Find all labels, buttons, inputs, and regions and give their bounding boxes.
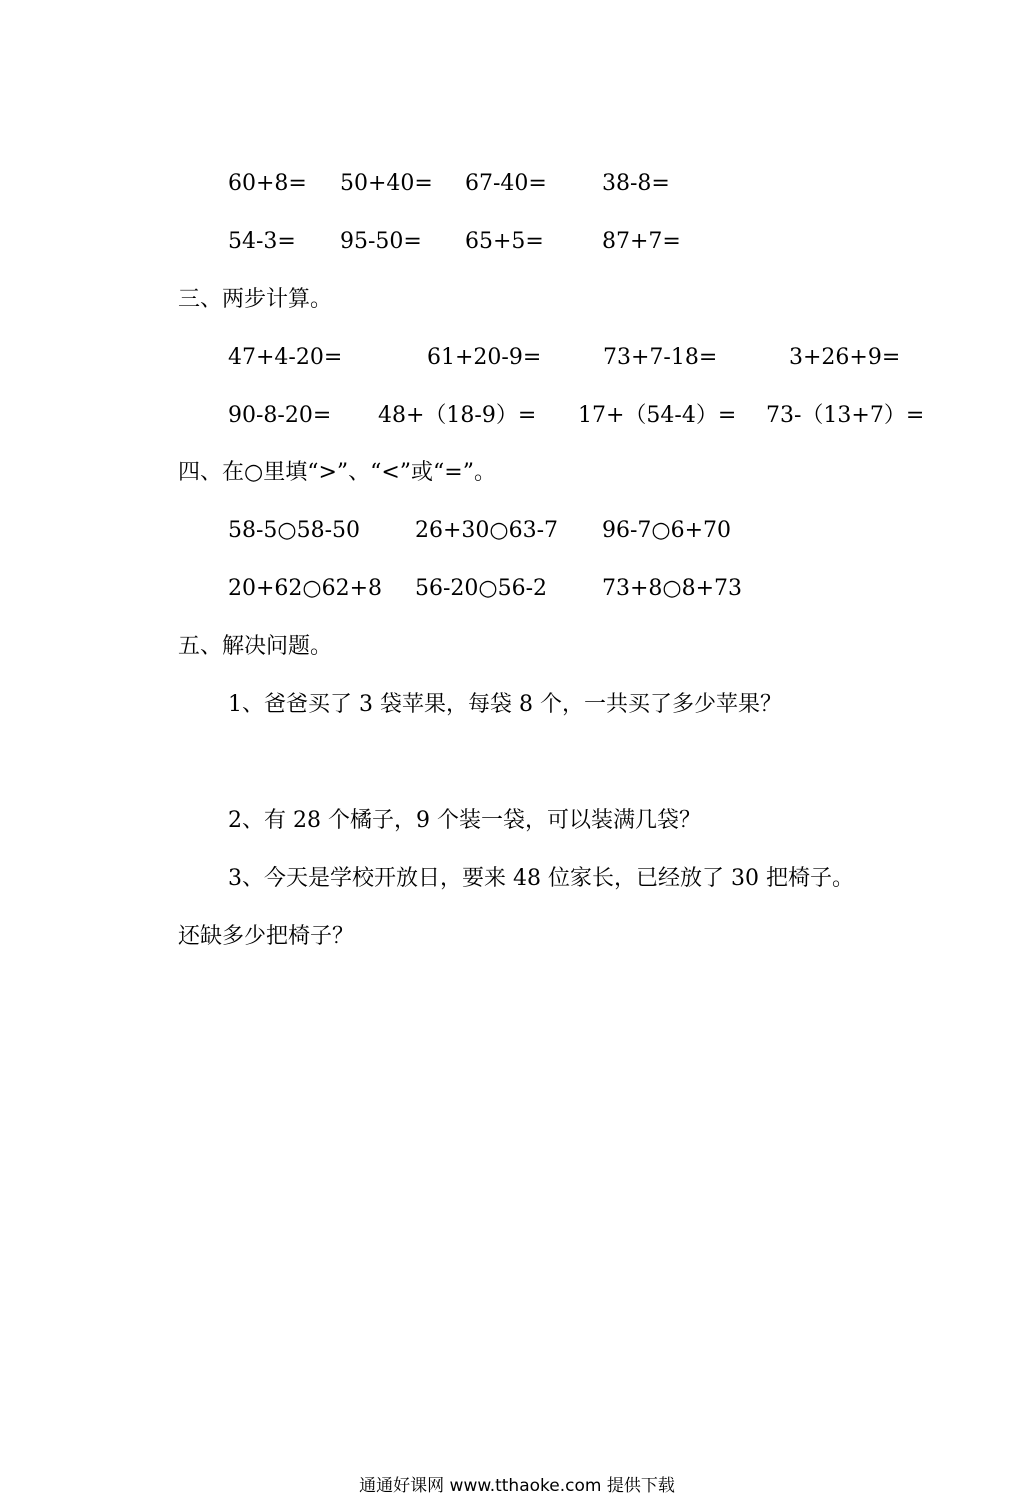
footer-credit: 通通好课网 www.tthaoke.com 提供下载 [359, 1476, 675, 1496]
comparison: 26+30○63-7 [415, 518, 559, 543]
problem: 67-40= [465, 171, 547, 196]
problem: 61+20-9= [427, 345, 542, 370]
section-heading: 四、在○里填“>”、“<”或“=”。 [178, 460, 496, 485]
word-problem-2: 2、有 28 个橘子，9 个装一袋，可以装满几袋？ [228, 808, 701, 833]
problem: 73-（13+7）= [766, 403, 925, 428]
problem: 95-50= [340, 229, 422, 254]
comparison: 73+8○8+73 [602, 576, 743, 601]
problem: 65+5= [465, 229, 544, 254]
comparison: 20+62○62+8 [228, 576, 383, 601]
comparison: 58-5○58-50 [228, 518, 361, 543]
problem: 87+7= [602, 229, 681, 254]
problem: 54-3= [228, 229, 296, 254]
problem: 17+（54-4）= [578, 403, 737, 428]
problem: 48+（18-9）= [378, 403, 537, 428]
comparison: 56-20○56-2 [415, 576, 548, 601]
problem: 3+26+9= [789, 345, 901, 370]
word-problem-3: 3、今天是学校开放日，要来 48 位家长，已经放了 30 把椅子。 [228, 866, 854, 891]
problem: 73+7-18= [603, 345, 718, 370]
problem: 60+8= [228, 171, 307, 196]
word-problem-1: 1、爸爸买了 3 袋苹果，每袋 8 个，一共买了多少苹果？ [228, 692, 782, 717]
section-heading: 三、两步计算。 [178, 287, 333, 312]
problem: 47+4-20= [228, 345, 343, 370]
problem: 38-8= [602, 171, 670, 196]
comparison: 96-7○6+70 [602, 518, 732, 543]
section-heading: 五、解决问题。 [178, 634, 333, 659]
problem: 90-8-20= [228, 403, 332, 428]
word-problem-3-continued: 还缺多少把椅子？ [178, 924, 355, 949]
problem: 50+40= [340, 171, 433, 196]
